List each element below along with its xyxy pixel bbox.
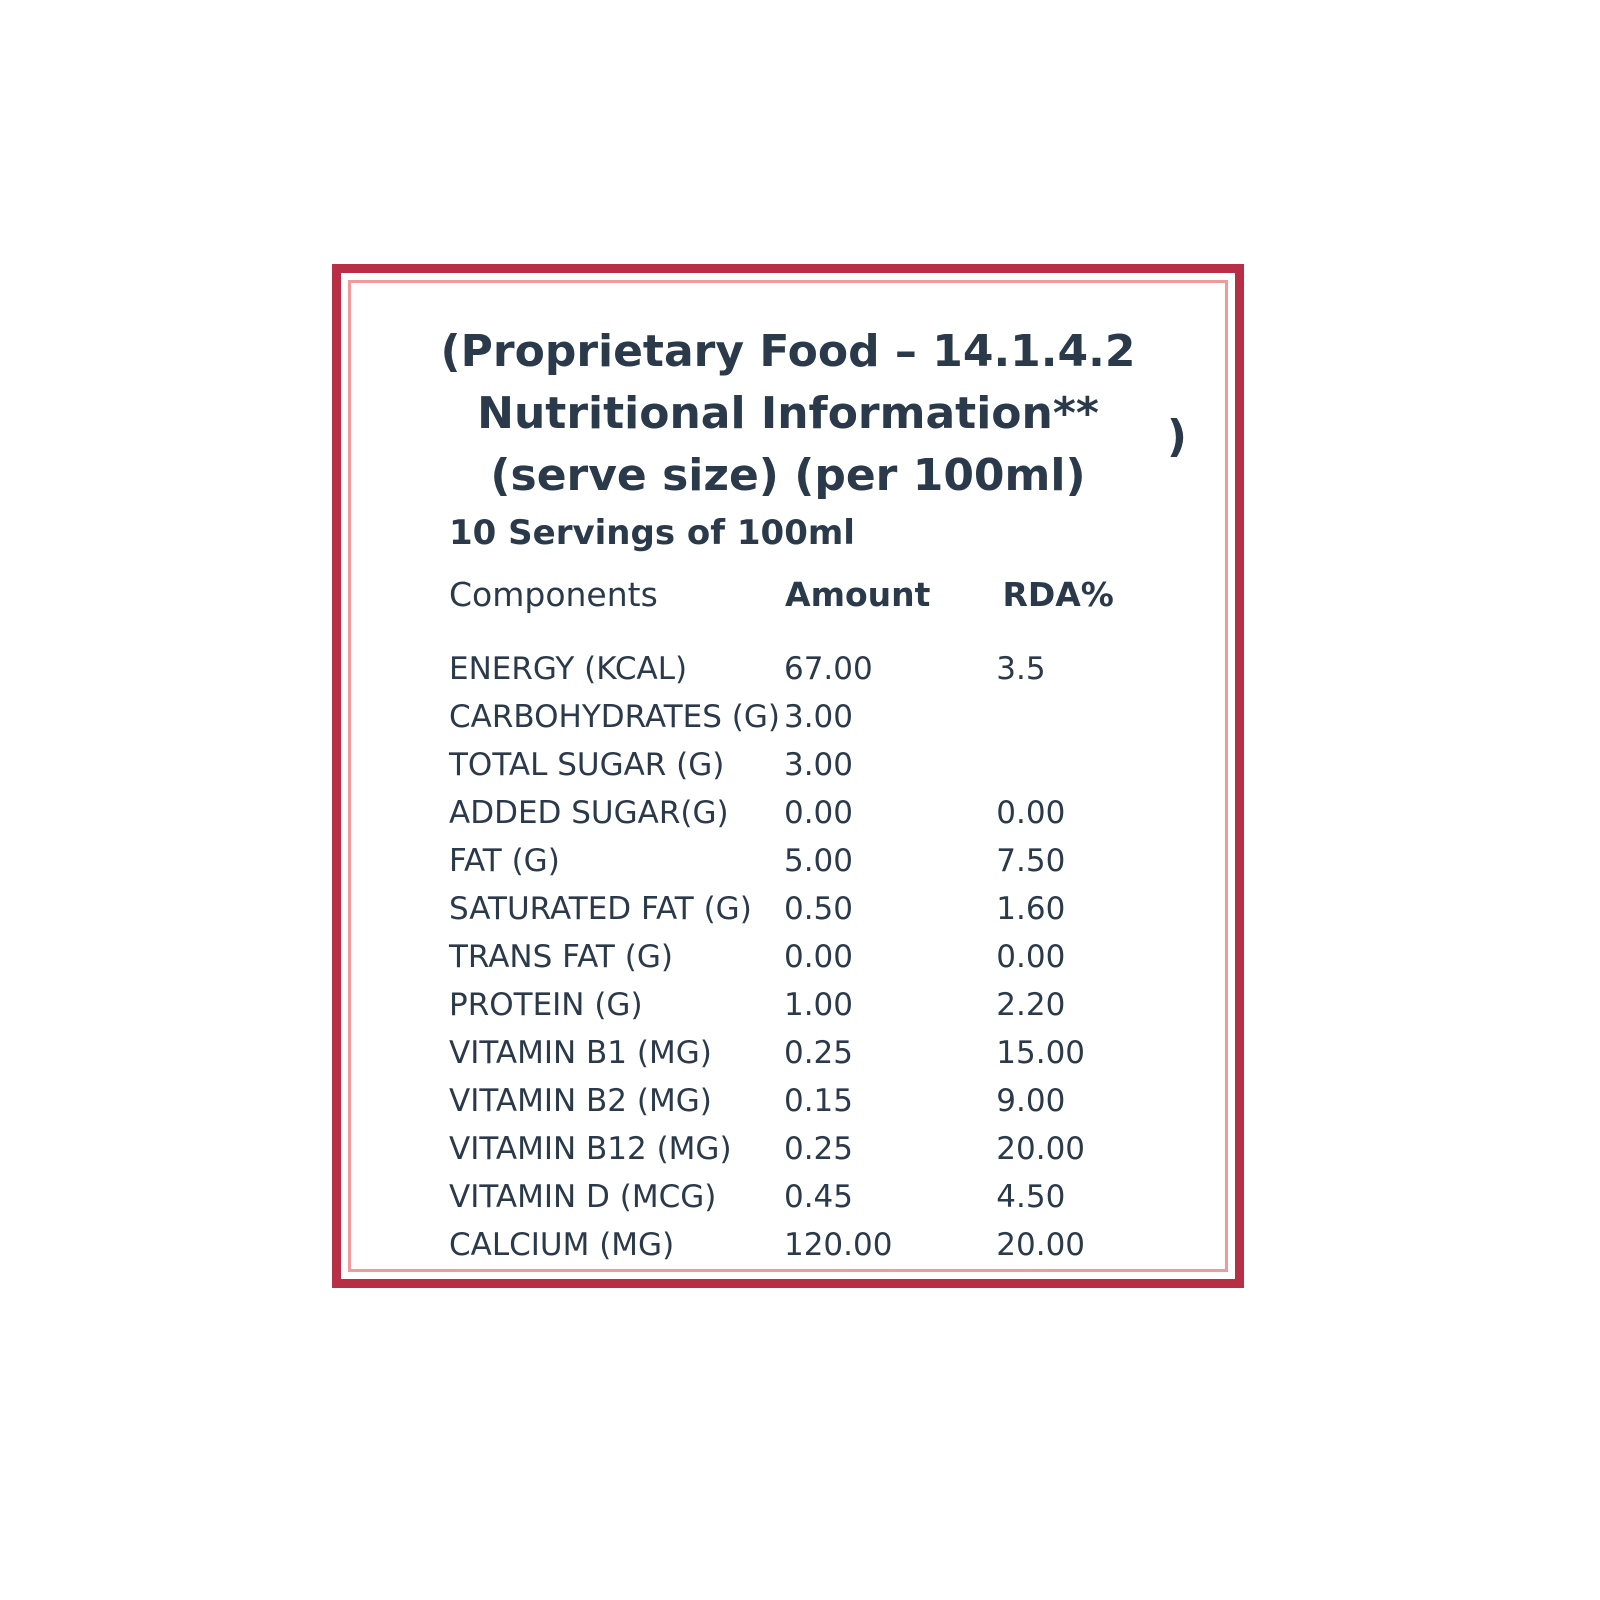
cell-component: VITAMIN B12 (MG) — [449, 1131, 732, 1167]
cell-component: SATURATED FAT (G) — [449, 891, 752, 927]
table-row — [449, 699, 1185, 747]
column-header-rda: RDA% — [1002, 575, 1114, 614]
cell-component: CALCIUM (MG) — [449, 1227, 675, 1263]
title-line-3: (serve size) (per 100ml) — [490, 450, 1086, 501]
cell-amount: 0.25 — [783, 1131, 853, 1167]
cell-rda: 20.00 — [996, 1227, 1086, 1263]
cell-rda: 0.00 — [996, 939, 1066, 975]
table-row — [449, 843, 1185, 891]
cell-amount: 0.50 — [783, 891, 853, 927]
cell-rda: 20.00 — [996, 1131, 1086, 1167]
table-row — [449, 795, 1185, 843]
table-row — [449, 1083, 1185, 1131]
cell-component: FAT (G) — [449, 843, 560, 879]
cell-amount: 3.00 — [783, 699, 853, 735]
cell-rda: 9.00 — [996, 1083, 1066, 1119]
cell-rda: 15.00 — [996, 1035, 1086, 1071]
cell-amount: 0.15 — [783, 1083, 853, 1119]
cell-rda: 4.50 — [996, 1179, 1066, 1215]
cell-rda: 2.20 — [996, 987, 1066, 1023]
title-line-1: (Proprietary Food – 14.1.4.2 — [440, 326, 1136, 377]
nutrition-table — [449, 575, 1185, 1275]
table-row — [449, 939, 1185, 987]
column-header-amount: Amount — [785, 575, 931, 614]
cell-amount: 5.00 — [783, 843, 853, 879]
table-row — [449, 1035, 1185, 1083]
label-title — [351, 321, 1225, 507]
table-row — [449, 651, 1185, 699]
servings-text: 10 Servings of 100ml — [449, 513, 855, 553]
table-row — [449, 747, 1185, 795]
column-header-components: Components — [449, 575, 658, 614]
table-row — [449, 987, 1185, 1035]
table-row — [449, 1227, 1185, 1275]
cell-rda: 7.50 — [996, 843, 1066, 879]
cell-component: TOTAL SUGAR (G) — [449, 747, 725, 783]
table-row — [449, 1179, 1185, 1227]
cell-component: PROTEIN (G) — [449, 987, 643, 1023]
title-line-2: Nutritional Information** — [477, 388, 1099, 439]
cell-component: VITAMIN D (MCG) — [449, 1179, 717, 1215]
nutrition-label-inner-border — [348, 280, 1228, 1272]
cell-component: VITAMIN B1 (MG) — [449, 1035, 712, 1071]
cell-component: VITAMIN B2 (MG) — [449, 1083, 712, 1119]
cell-amount: 0.00 — [783, 795, 853, 831]
cell-amount: 120.00 — [783, 1227, 893, 1263]
cell-rda: 3.5 — [996, 651, 1046, 687]
cell-amount: 0.45 — [783, 1179, 853, 1215]
cell-amount: 0.00 — [783, 939, 853, 975]
nutrition-label-panel — [332, 264, 1244, 1288]
cell-rda: 0.00 — [996, 795, 1066, 831]
table-row — [449, 1131, 1185, 1179]
cell-component: ENERGY (KCAL) — [449, 651, 688, 687]
cell-amount: 1.00 — [783, 987, 853, 1023]
cell-component: TRANS FAT (G) — [449, 939, 673, 975]
table-row — [449, 891, 1185, 939]
table-header-row — [449, 575, 1185, 641]
cell-amount: 67.00 — [783, 651, 873, 687]
table-body — [449, 651, 1185, 1275]
cell-component: CARBOHYDRATES (G) — [449, 699, 780, 735]
cell-amount: 0.25 — [783, 1035, 853, 1071]
cell-component: ADDED SUGAR(G) — [449, 795, 729, 831]
cell-rda: 1.60 — [996, 891, 1066, 927]
title-closing-paren: ) — [1166, 411, 1187, 462]
cell-amount: 3.00 — [783, 747, 853, 783]
